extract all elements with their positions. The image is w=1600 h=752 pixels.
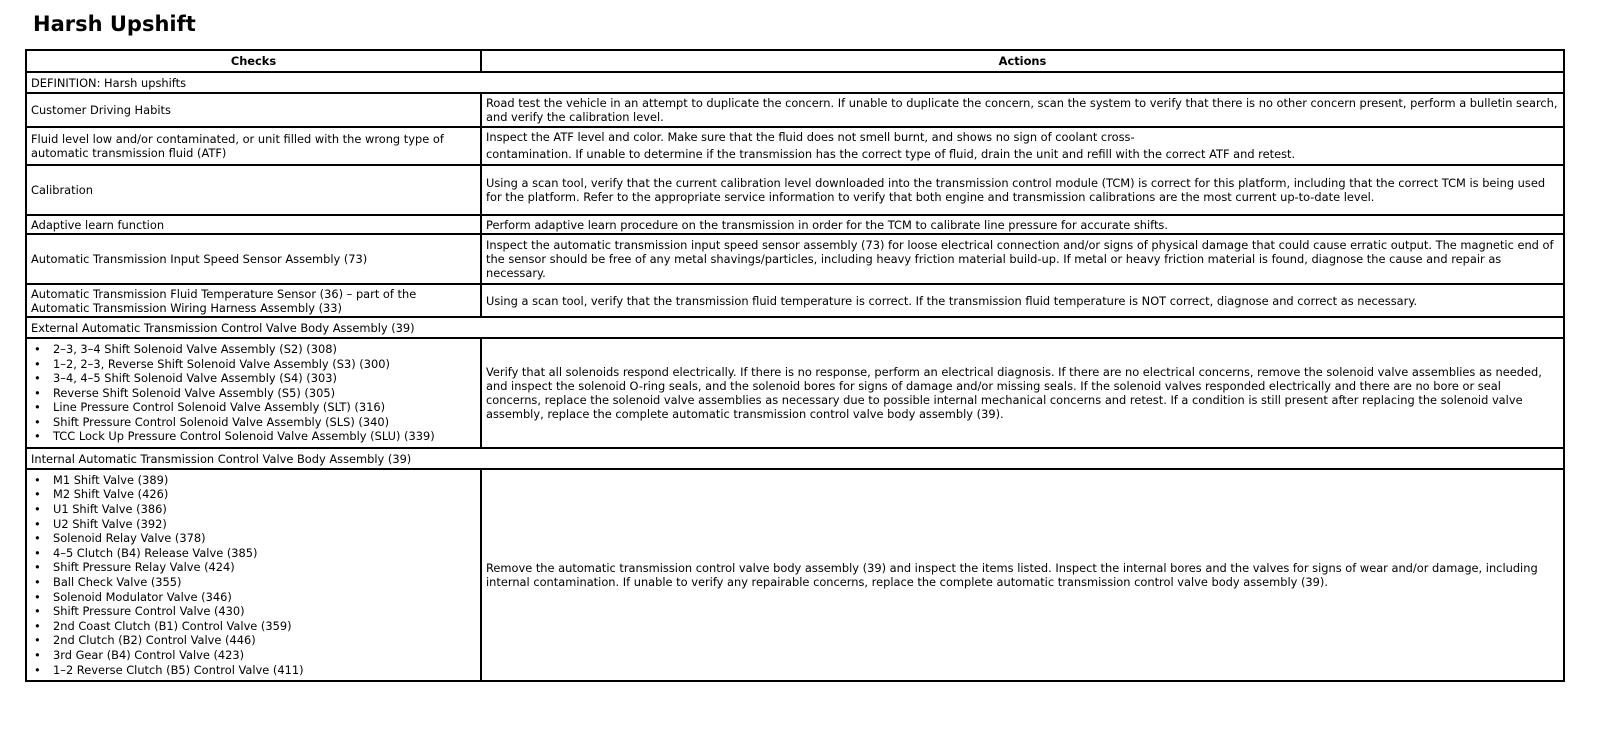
list-item: • U1 Shift Valve (386): [31, 502, 476, 517]
check-cell: [26, 469, 481, 681]
action-line: contamination. If unable to determine if the transmission has the correct type of fluid, drain the unit and refill with the correct ATF and retest.: [486, 147, 1296, 161]
table-row: [26, 234, 1564, 284]
table-row: [26, 215, 1564, 234]
check-cell: Calibration: [26, 165, 481, 215]
list-item: • 4–5 Clutch (B4) Release Valve (385): [31, 546, 476, 561]
list-item: • Ball Check Valve (355): [31, 575, 476, 590]
list-item: • Shift Pressure Relay Valve (424): [31, 560, 476, 575]
list-item: • 2–3, 3–4 Shift Solenoid Valve Assembly (S2) (308): [31, 342, 476, 357]
internal-section-heading: Internal Automatic Transmission Control Valve Body Assembly (39): [26, 448, 1564, 469]
table-row: [26, 165, 1564, 215]
list-item: • M1 Shift Valve (389): [31, 473, 476, 488]
table-row: [26, 338, 1564, 448]
list-item: • Reverse Shift Solenoid Valve Assembly (S5) (305): [31, 386, 476, 401]
list-item: • 2nd Coast Clutch (B1) Control Valve (359): [31, 619, 476, 634]
list-item: • TCC Lock Up Pressure Control Solenoid Valve Assembly (SLU) (339): [31, 429, 476, 444]
action-cell: Road test the vehicle in an attempt to duplicate the concern. If unable to duplicate the concern, scan the system to verify that there is no other concern present, perform a bulletin search, and verify the calibration level.: [481, 93, 1564, 127]
check-cell: Automatic Transmission Fluid Temperature Sensor (36) – part of the Automatic Transmission Wiring Harness Assembly (33): [26, 284, 481, 317]
header-checks: Checks: [26, 50, 481, 72]
action-cell: Inspect the automatic transmission input speed sensor assembly (73) for loose electrical connection and/or signs of physical damage that could cause erratic output. The magnetic end of the sensor should be free of any metal shavings/particles, including heavy friction material build-up. If metal or heavy friction material is found, diagnose the cause and repair as necessary.: [481, 234, 1564, 284]
list-item: • Solenoid Relay Valve (378): [31, 531, 476, 546]
action-cell: Using a scan tool, verify that the transmission fluid temperature is correct. If the transmission fluid temperature is NOT correct, diagnose and correct as necessary.: [481, 284, 1564, 317]
check-cell: Customer Driving Habits: [26, 93, 481, 127]
section-heading-row: [26, 317, 1564, 338]
list-item: • 1–2 Reverse Clutch (B5) Control Valve (411): [31, 663, 476, 678]
definition-cell: DEFINITION: Harsh upshifts: [26, 72, 1564, 93]
list-item: • M2 Shift Valve (426): [31, 487, 476, 502]
check-cell: Adaptive learn function: [26, 215, 481, 234]
page-title: Harsh Upshift: [33, 12, 196, 36]
action-cell: Using a scan tool, verify that the current calibration level downloaded into the transmission control module (TCM) is correct for this platform, including that the correct TCM is being used for the platform. Refer to the appropriate service information to verify that both engine and transmission calibrations are the most current up-to-date level.: [481, 165, 1564, 215]
action-cell: Perform adaptive learn procedure on the transmission in order for the TCM to calibrate line pressure for accurate shifts.: [481, 215, 1564, 234]
action-cell: Verify that all solenoids respond electrically. If there is no response, perform an electrical diagnosis. If there are no electrical concerns, remove the solenoid valve assemblies as needed, and inspect the solenoid O-ring seals, and the solenoid bores for signs of damage and/or missing seals. If the solenoid valves responded electrically and there are no bore or seal concerns, replace the solenoid valve assemblies as necessary due to possible internal mechanical concerns and retest. If a condition is still present after replacing the solenoid valve assembly, replace the complete automatic transmission control valve body assembly (39).: [481, 338, 1564, 448]
list-item: • 3rd Gear (B4) Control Valve (423): [31, 648, 476, 663]
list-item: • 1–2, 2–3, Reverse Shift Solenoid Valve Assembly (S3) (300): [31, 357, 476, 372]
table-row: [26, 284, 1564, 317]
section-heading-row: [26, 448, 1564, 469]
check-cell: Fluid level low and/or contaminated, or unit filled with the wrong type of automatic transmission fluid (ATF): [26, 127, 481, 165]
table-header-row: [26, 50, 1564, 72]
list-item: • 2nd Clutch (B2) Control Valve (446): [31, 633, 476, 648]
table-row: [26, 127, 1564, 165]
list-item: • Solenoid Modulator Valve (346): [31, 590, 476, 605]
list-item: • 3–4, 4–5 Shift Solenoid Valve Assembly (S4) (303): [31, 371, 476, 386]
external-components-list: [31, 342, 476, 444]
table-row: [26, 93, 1564, 127]
internal-components-list: [31, 473, 476, 677]
diagnostic-table: [25, 49, 1565, 682]
list-item: • Shift Pressure Control Solenoid Valve Assembly (SLS) (340): [31, 415, 476, 430]
list-item: • U2 Shift Valve (392): [31, 517, 476, 532]
header-actions: Actions: [481, 50, 1564, 72]
list-item: • Shift Pressure Control Valve (430): [31, 604, 476, 619]
definition-row: [26, 72, 1564, 93]
action-cell: [481, 127, 1564, 165]
action-line: Inspect the ATF level and color. Make sure that the fluid does not smell burnt, and shows no sign of coolant cross-: [486, 130, 1135, 144]
external-section-heading: External Automatic Transmission Control Valve Body Assembly (39): [26, 317, 1564, 338]
list-item: • Line Pressure Control Solenoid Valve Assembly (SLT) (316): [31, 400, 476, 415]
action-cell: Remove the automatic transmission control valve body assembly (39) and inspect the items listed. Inspect the internal bores and the valves for signs of wear and/or damage, including internal contamination. If unable to verify any repairable concerns, replace the complete automatic transmission control valve body assembly (39).: [481, 469, 1564, 681]
table-row: [26, 469, 1564, 681]
check-cell: Automatic Transmission Input Speed Sensor Assembly (73): [26, 234, 481, 284]
check-cell: [26, 338, 481, 448]
